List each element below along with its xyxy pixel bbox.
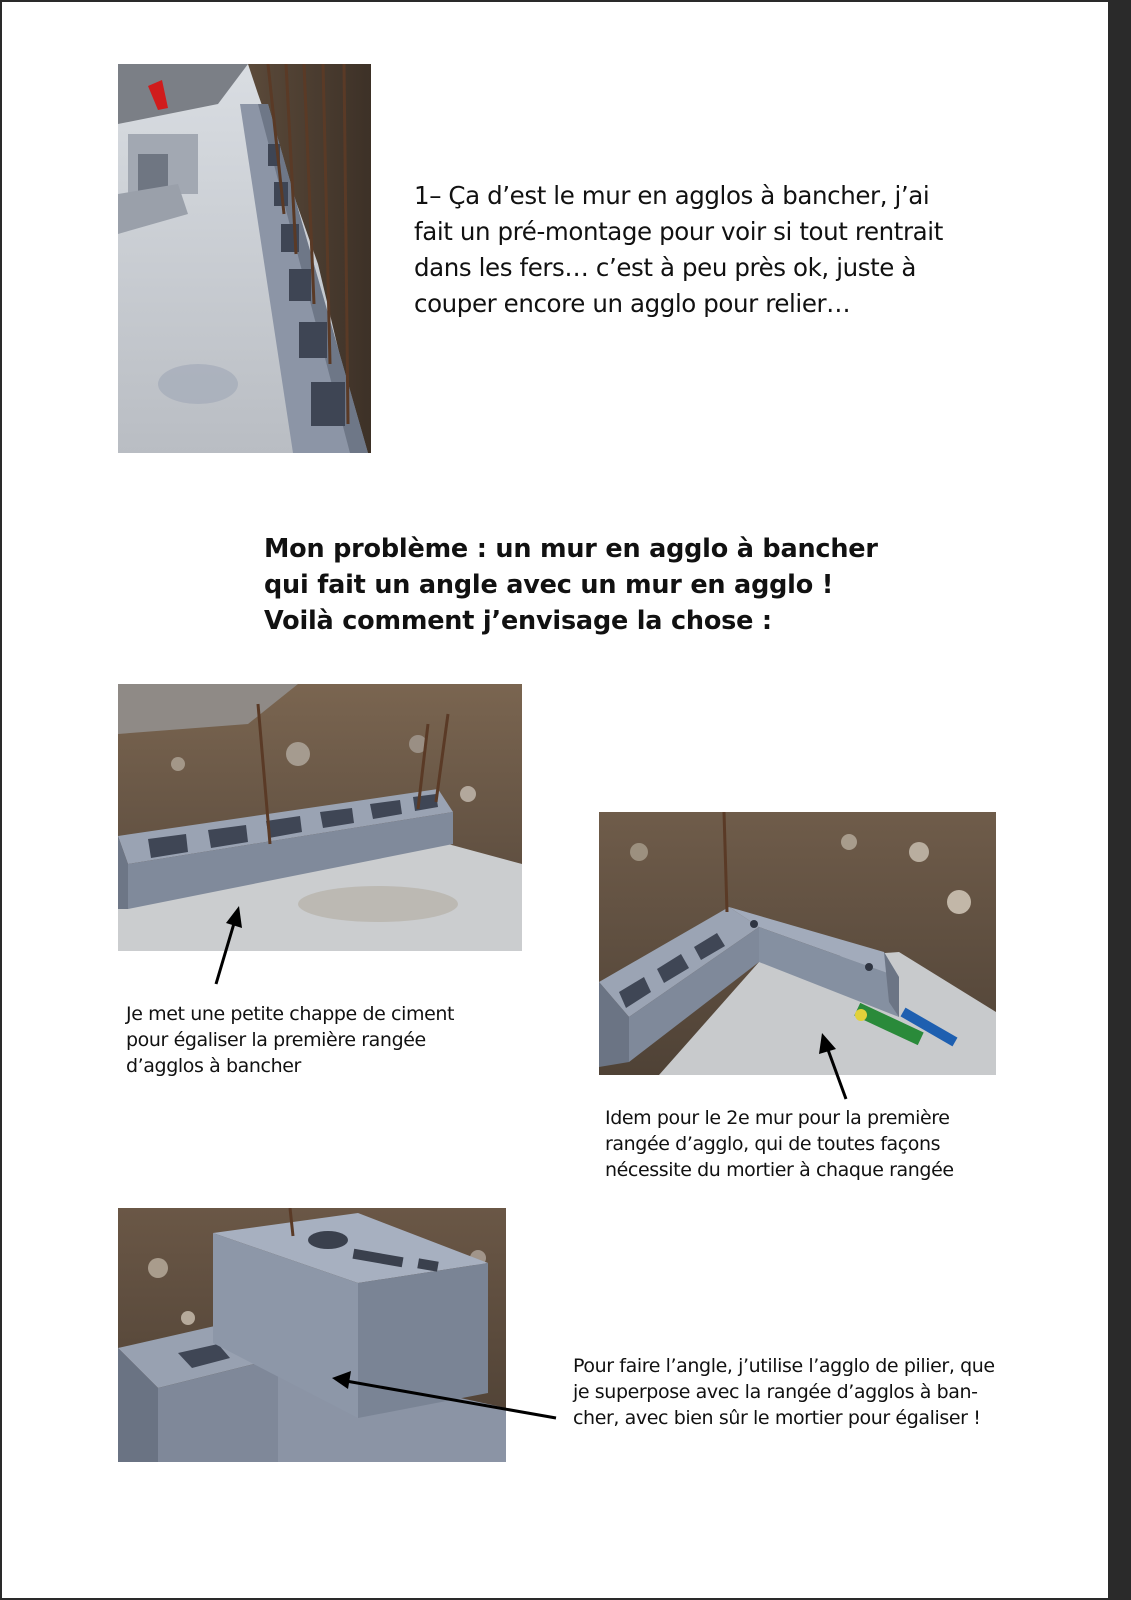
arrow-caption2-head (819, 1033, 836, 1054)
caption-line: Je met une petite chappe de ciment (126, 1003, 455, 1025)
caption-line: Idem pour le 2e mur pour la première (605, 1107, 950, 1129)
caption-line: d’agglos à bancher (126, 1055, 301, 1077)
heading-line: qui fait un angle avec un mur en agglo ! (264, 570, 834, 600)
caption-first-row (126, 1001, 506, 1079)
heading-line: Voilà comment j’envisage la chose : (264, 606, 772, 636)
intro-line: dans les fers… c’est à peu près ok, juste à (414, 253, 916, 282)
caption-line: cher, avec bien sûr le mortier pour égaliser ! (573, 1407, 981, 1429)
arrow-caption3 (346, 1381, 556, 1418)
caption-line: je superpose avec la rangée d’agglos à ban- (573, 1381, 978, 1403)
caption-corner-pillar (573, 1353, 1043, 1431)
caption-line: pour égaliser la première rangée (126, 1029, 426, 1051)
heading-line: Mon problème : un mur en agglo à bancher (264, 534, 878, 564)
intro-line: couper encore un agglo pour relier… (414, 289, 851, 318)
arrow-caption2 (827, 1047, 846, 1099)
caption-line: nécessite du mortier à chaque rangée (605, 1159, 954, 1181)
arrow-caption3-head (332, 1371, 351, 1389)
document-page (2, 2, 1108, 1598)
intro-line: 1– Ça d’est le mur en agglos à bancher, j’ai (414, 181, 930, 210)
intro-paragraph (414, 178, 1054, 322)
arrow-caption1 (216, 920, 235, 984)
caption-second-wall (605, 1105, 1025, 1183)
caption-line: Pour faire l’angle, j’utilise l’agglo de pilier, que (573, 1355, 995, 1377)
arrow-caption1-head (226, 906, 242, 928)
intro-line: fait un pré-montage pour voir si tout rentrait (414, 217, 943, 246)
problem-heading (264, 531, 1024, 639)
caption-line: rangée d’agglo, qui de toutes façons (605, 1133, 941, 1155)
